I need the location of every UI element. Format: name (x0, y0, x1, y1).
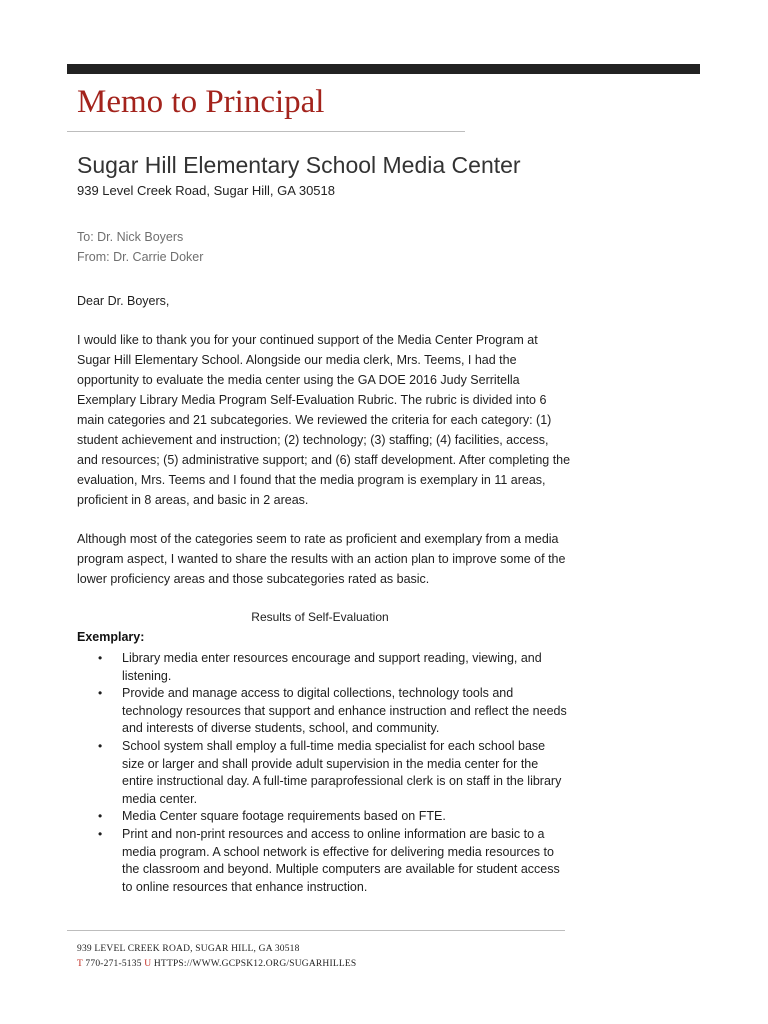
list-item (77, 685, 567, 738)
phone-label: T (77, 959, 83, 969)
list-item (77, 738, 567, 808)
school-address: 939 Level Creek Road, Sugar Hill, GA 30518 (77, 183, 335, 198)
footer-contact (77, 959, 356, 969)
greeting: Dear Dr. Boyers, (77, 294, 170, 308)
footer-address: 939 LEVEL CREEK ROAD, SUGAR HILL, GA 30518 (77, 944, 300, 954)
phone-number: 770-271-5135 (85, 959, 142, 969)
memo-title: Memo to Principal (77, 84, 325, 120)
url-label: U (144, 959, 152, 969)
body-paragraph-2: Although most of the categories seem to rate as proficient and exemplary from a media program aspect, I wanted to share the results with an action plan to improve some of the lower proficiency areas and those subcategories rated as basic. (77, 532, 566, 586)
list-item-text: Provide and manage access to digital collections, technology tools and technology resources that support and enhance instruction and reflect the needs and interests of diverse students, school, and community. (122, 686, 567, 736)
list-item (77, 650, 567, 685)
bullet-icon: • (98, 651, 103, 665)
footer-divider (67, 930, 565, 931)
title-divider (67, 131, 465, 132)
list-item (77, 808, 567, 826)
list-item-text: Library media enter resources encourage and support reading, viewing, and listening. (122, 651, 542, 683)
list-item-text: Media Center square footage requirements based on FTE. (122, 809, 446, 824)
memo-from: From: Dr. Carrie Doker (77, 250, 204, 264)
header-bar (67, 64, 700, 74)
list-item-text: Print and non-print resources and access to online information are basic to a media program. A school network is effective for delivering media resources to the classroom and beyond. Multiple computers are available for student access to online resources that enhance instruction. (122, 826, 560, 894)
bullet-icon: • (98, 738, 103, 753)
website-link[interactable]: HTTPS://WWW.GCPSK12.ORG/SUGARHILLES (153, 959, 357, 969)
body-paragraph-1: I would like to thank you for your continued support of the Media Center Program at Sugar Hill Elementary School. Alongside our media clerk, Mrs. Teems, I had the opportunity to evaluate the media center using the GA DOE 2016 Judy Serritella Exemplary Library Media Program Self-Evaluation Rubric. The rubric is divided into 6 main categories and 21 subcategories. We reviewed the criteria for each category: (1) student achievement and instruction; (2) technology; (3) staffing; (4) facilities, access, and resources; (5) administrative support; and (6) staff development. After completing the evaluation, Mrs. Teems and I found that the media program is exemplary in 11 areas, proficient in 8 areas, and basic in 2 areas. (77, 333, 571, 507)
school-name: Sugar Hill Elementary School Media Center (77, 152, 521, 178)
exemplary-list (77, 650, 567, 896)
bullet-icon: • (98, 809, 103, 824)
bullet-icon: • (98, 826, 103, 841)
list-item-text: School system shall employ a full-time media specialist for each school base size or larger and shall provide adult supervision in the media center for the entire instructional day. A full-time paraprofessional clerk is on staff in the library media center. (122, 738, 562, 806)
exemplary-heading: Exemplary: (77, 630, 145, 644)
bullet-icon: • (98, 686, 103, 701)
list-item (77, 826, 567, 896)
memo-to: To: Dr. Nick Boyers (77, 230, 184, 244)
results-heading: Results of Self-Evaluation (251, 610, 389, 624)
